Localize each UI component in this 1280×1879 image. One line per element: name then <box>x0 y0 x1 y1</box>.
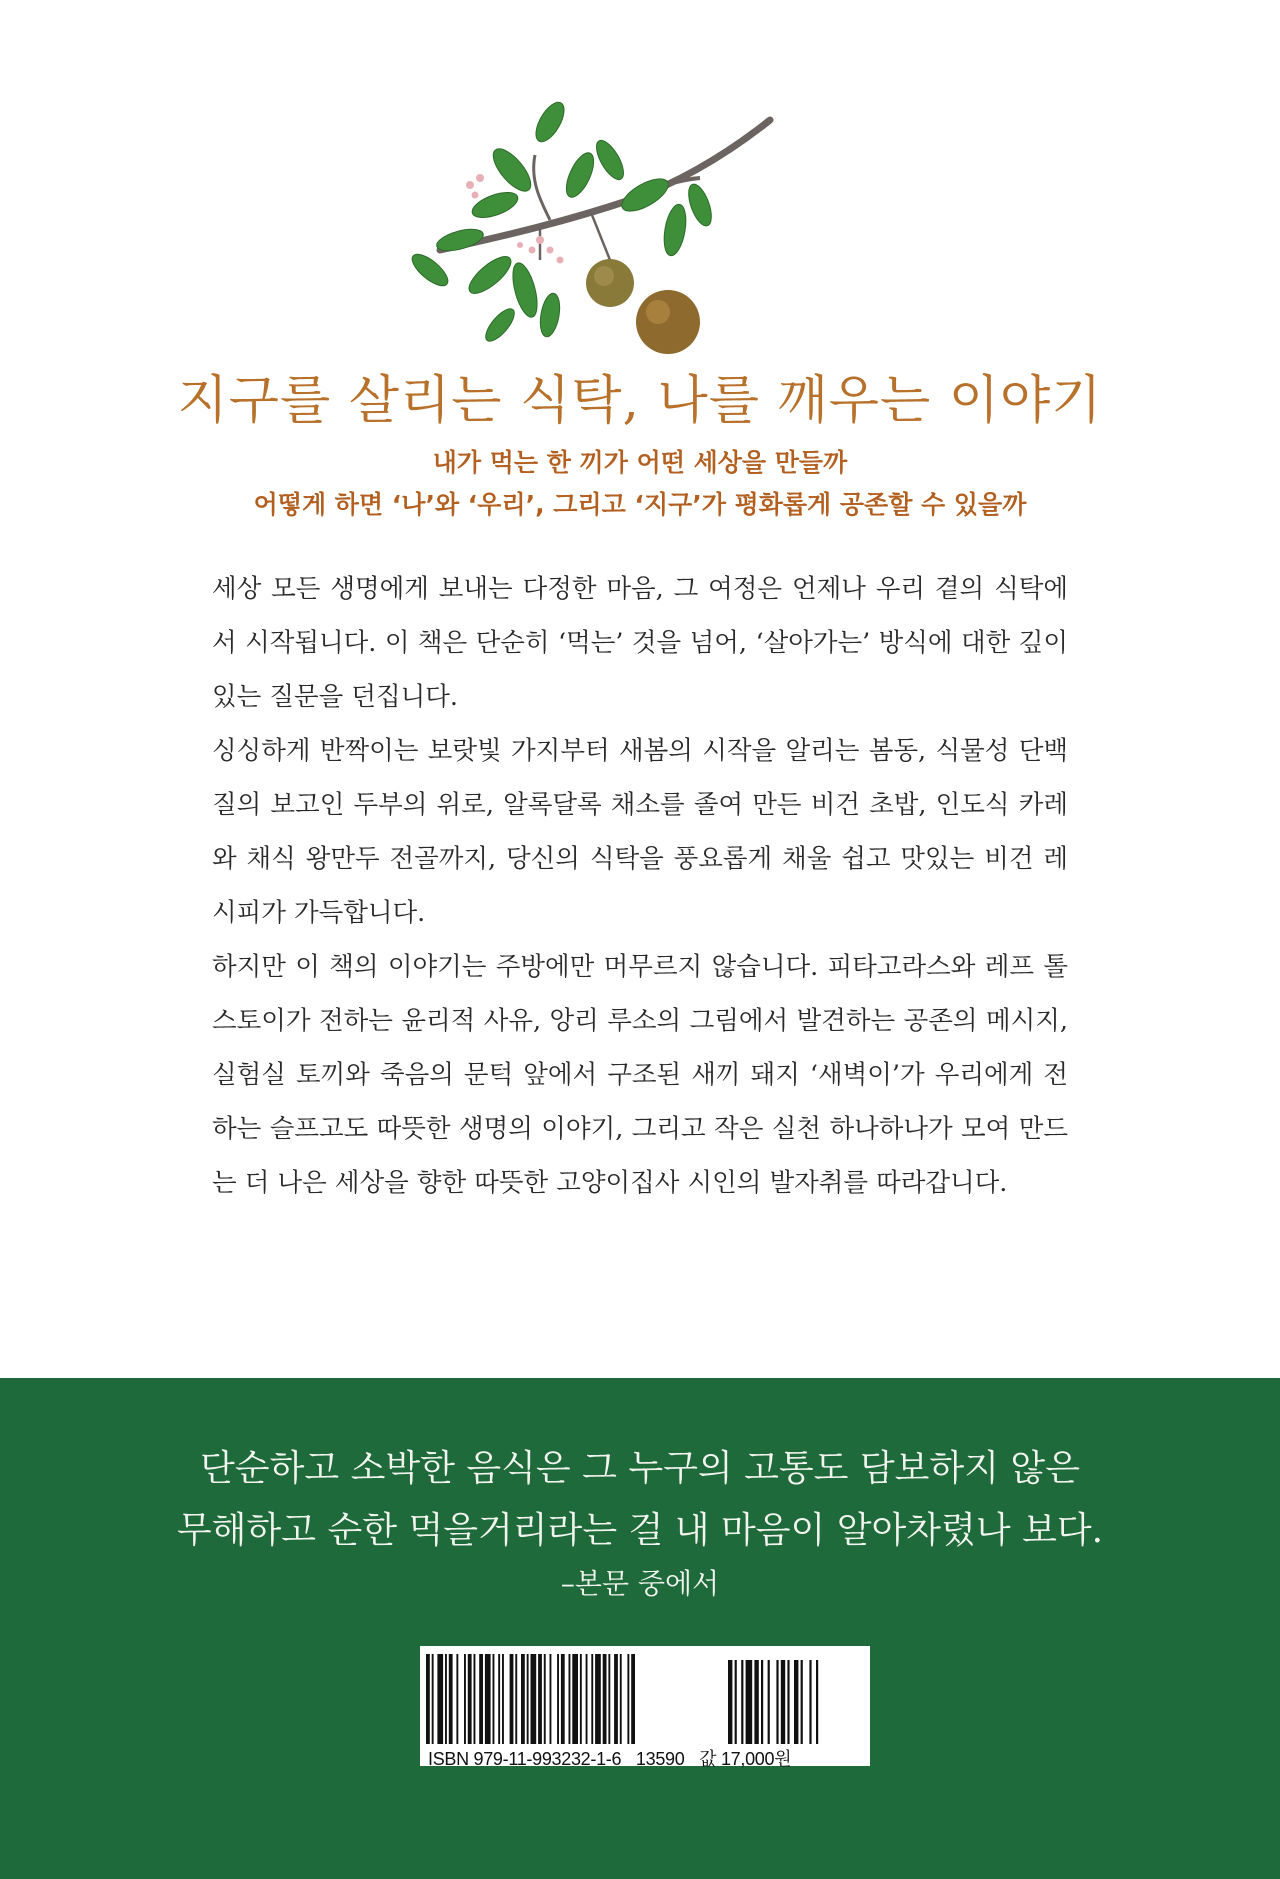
quote-source: –본문 중에서 <box>560 1567 720 1600</box>
isbn-line <box>428 1745 868 1769</box>
description-paragraph: 싱싱하게 반짝이는 보랏빛 가지부터 새봄의 시작을 알리는 봄동, 식물성 단백질의 보고인 두부의 위로, 알록달록 채소를 졸여 만든 비건 초밥, 인도식 카레와 채식 왕만두 전골까지, 당신의 식탁을 풍요롭게 채울 쉽고 맛있는 비건 레시피가 가득합니다. <box>212 736 1068 928</box>
headline: 지구를 살리는 식탁, 나를 깨우는 이야기 <box>177 371 1103 431</box>
quote-line: 무해하고 순한 먹을거리라는 걸 내 마음이 알아차렸나 보다. <box>176 1510 1104 1551</box>
subheadline <box>0 442 1280 526</box>
description-paragraph: 하지만 이 책의 이야기는 주방에만 머무르지 않습니다. 피타고라스와 레프 톨스토이가 전하는 윤리적 사유, 앙리 루소의 그림에서 발견하는 공존의 메시지, 실험실 토끼와 죽음의 문턱 앞에서 구조된 새끼 돼지 ‘새벽이’가 우리에게 전하는 슬프고도 따뜻한 생명의 이야기, 그리고 작은 실천 하나하나가 모여 만드는 더 나은 세상을 향한 따뜻한 고양이집사 시인의 발자취를 따라갑니다. <box>212 952 1068 1198</box>
isbn-number: ISBN 979-11-993232-1-6 <box>428 1749 622 1769</box>
price: 값 17,000원 <box>699 1749 792 1769</box>
subheadline-line: 어떻게 하면 ‘나’와 ‘우리’, 그리고 ‘지구’가 평화롭게 공존할 수 있을까 <box>253 490 1027 519</box>
quote-line: 단순하고 소박한 음식은 그 누구의 고통도 담보하지 않은 <box>200 1448 1080 1489</box>
description <box>212 562 1068 1210</box>
branch-with-fruit-icon <box>400 100 780 360</box>
isbn-addon: 13590 <box>635 1749 685 1769</box>
barcode <box>420 1646 870 1769</box>
quote <box>0 1438 1280 1562</box>
subheadline-line: 내가 먹는 한 끼가 어떤 세상을 만들까 <box>432 448 848 477</box>
description-paragraph: 세상 모든 생명에게 보내는 다정한 마음, 그 여정은 언제나 우리 곁의 식탁에서 시작됩니다. 이 책은 단순히 ‘먹는’ 것을 넘어, ‘살아가는’ 방식에 대한 깊이 있는 질문을 던집니다. <box>212 574 1068 712</box>
barcode-bars <box>426 1654 864 1744</box>
